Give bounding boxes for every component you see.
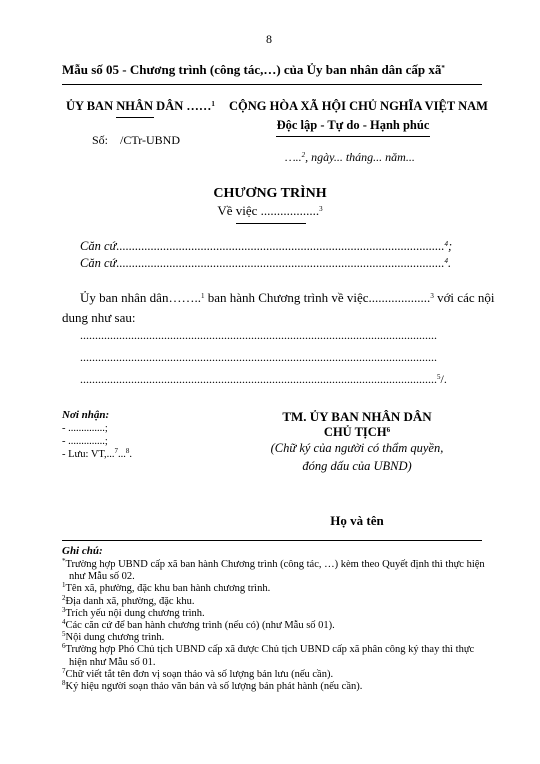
footnote-text: Ký hiệu người soạn thảo văn bản và số lượng bản phát hành (nếu cần). — [65, 681, 363, 693]
national-title: CỘNG HÒA XÃ HỘI CHỦ NGHĨA VIỆT NAM — [229, 99, 488, 113]
footnote-mark: 6 — [62, 642, 66, 651]
footnote-line — [62, 657, 502, 669]
content-end: /. — [440, 372, 447, 386]
recipient-mark: 7 — [114, 447, 119, 455]
subject-underline — [236, 223, 306, 224]
footnote-text: Trường hợp Phó Chủ tịch UBND cấp xã được Chủ tịch UBND cấp xã phân công ký thay thì thực — [65, 644, 475, 656]
issuer-underline — [116, 117, 154, 118]
place-date-dots: ….. — [285, 150, 302, 164]
signature-note: (Chữ ký của người có thẩm quyền, — [270, 441, 444, 455]
footnote-line — [62, 620, 502, 632]
footnote-line — [62, 605, 502, 620]
body-paragraph-line1 — [80, 290, 494, 306]
footnote-text: Trích yếu nội dung chương trình. — [65, 607, 205, 619]
basis-line — [80, 239, 452, 254]
footnote-mark: 3 — [62, 605, 66, 614]
footnote-mark: 2 — [62, 593, 66, 602]
signer-name: Họ và tên — [330, 513, 384, 528]
signer-mark: 6 — [386, 426, 391, 434]
footnote-line — [62, 583, 502, 595]
footnote-line — [62, 666, 502, 681]
footnote-text: Các căn cứ để ban hành chương trình (nếu có) (như Mẫu số 01). — [65, 620, 335, 632]
basis-end: . — [447, 256, 452, 270]
footnote-line — [62, 632, 502, 644]
content-line: ....................................................................................................................... — [80, 350, 437, 364]
issuer-name — [66, 99, 215, 114]
footnote-text: hiện như Mẫu số 01. — [69, 656, 156, 668]
form-title — [62, 62, 445, 78]
basis-mark: 4 — [444, 257, 448, 265]
issuer-text: ỦY BAN NHÂN DÂN …… — [66, 99, 212, 113]
recipient-mark2: 8 — [125, 447, 130, 455]
issuer-mark: 1 — [211, 100, 215, 108]
signer-title-text: CHỦ TỊCH — [323, 425, 387, 439]
recipient-item: - ..............; — [62, 423, 108, 434]
footnote-mark: * — [62, 557, 66, 565]
notes-label: Ghi chú: — [62, 545, 103, 557]
content-line: ....................................................................................................................... — [80, 328, 437, 342]
basis-text: Căn cứ......................................................................................................... — [80, 256, 445, 270]
body-paragraph-line2: dung như sau: — [62, 310, 136, 325]
footnote-text: Chữ viết tắt tên đơn vị soạn thảo và số lượng bản lưu (nếu cần). — [65, 668, 334, 680]
recipient-item: - ..............; — [62, 436, 108, 447]
page-number: 8 — [266, 32, 272, 46]
form-title-mark: * — [441, 64, 445, 72]
recipients-label: Nơi nhận: — [62, 409, 110, 421]
document-number: Số: /CTr-UBND — [92, 133, 181, 147]
content-line-text: ....................................................................................................................... — [80, 372, 437, 386]
footnote-line — [62, 644, 502, 656]
signer-title — [252, 425, 462, 440]
body-mark3: 3 — [430, 292, 434, 300]
footnote-mark: 8 — [62, 679, 66, 688]
basis-end: ; — [447, 239, 453, 253]
body-mark1: 1 — [200, 292, 205, 300]
document-subject — [0, 203, 540, 219]
recipient-text: - Lưu: VT,... — [62, 449, 115, 460]
footnote-text: Nội dung chương trình. — [65, 632, 165, 644]
footnote-line — [62, 593, 502, 608]
footnote-mark: 1 — [62, 581, 66, 590]
place-date-mark: 2 — [301, 151, 306, 159]
footnote-mark: 4 — [62, 618, 66, 627]
footnote-line — [62, 681, 502, 693]
subject-text: Về việc .................. — [217, 203, 320, 218]
footnote-text: Địa danh xã, phường, đặc khu. — [65, 595, 195, 607]
place-date-text: , ngày... tháng... năm... — [305, 150, 415, 164]
subject-mark: 3 — [319, 205, 323, 213]
body-text-b: ban hành Chương trình về việc................... — [204, 290, 431, 305]
signer-organization: TM. ỦY BAN NHÂN DÂN — [282, 409, 432, 424]
recipient-item — [62, 449, 132, 460]
document-type: CHƯƠNG TRÌNH — [213, 186, 327, 201]
footnote-text: Tên xã, phường, đặc khu ban hành chương trình. — [65, 583, 271, 595]
title-divider — [62, 84, 482, 85]
body-text-a: Ủy ban nhân dân…….. — [80, 290, 201, 305]
footnote-mark: 7 — [62, 666, 66, 675]
notes-list — [62, 559, 502, 693]
content-mark: 5 — [437, 373, 441, 381]
signature-note: đóng dấu của UBND) — [302, 459, 412, 473]
place-date — [285, 150, 415, 165]
notes-divider — [62, 540, 482, 541]
content-line — [80, 372, 447, 387]
basis-mark: 4 — [444, 240, 448, 248]
footnote-line — [62, 559, 502, 571]
basis-text: Căn cứ......................................................................................................... — [80, 239, 445, 253]
recipient-tail: ... — [118, 449, 126, 460]
body-text-c: với các nội — [433, 290, 495, 305]
footnote-text: như Mẫu số 02. — [69, 571, 135, 583]
footnote-mark: 5 — [62, 630, 66, 639]
footnote-text: Trường hợp UBND cấp xã ban hành Chương trình (công tác, …) kèm theo Quyết định thì thực hiện — [65, 559, 485, 570]
motto: Độc lập - Tự do - Hạnh phúc — [276, 118, 430, 132]
form-title-text: Mẫu số 05 - Chương trình (công tác,…) của Ủy ban nhân dân cấp xã — [62, 62, 442, 77]
motto-underline — [276, 136, 430, 137]
recipient-end: . — [129, 449, 133, 460]
footnote-line — [62, 571, 502, 583]
basis-line — [80, 256, 451, 271]
